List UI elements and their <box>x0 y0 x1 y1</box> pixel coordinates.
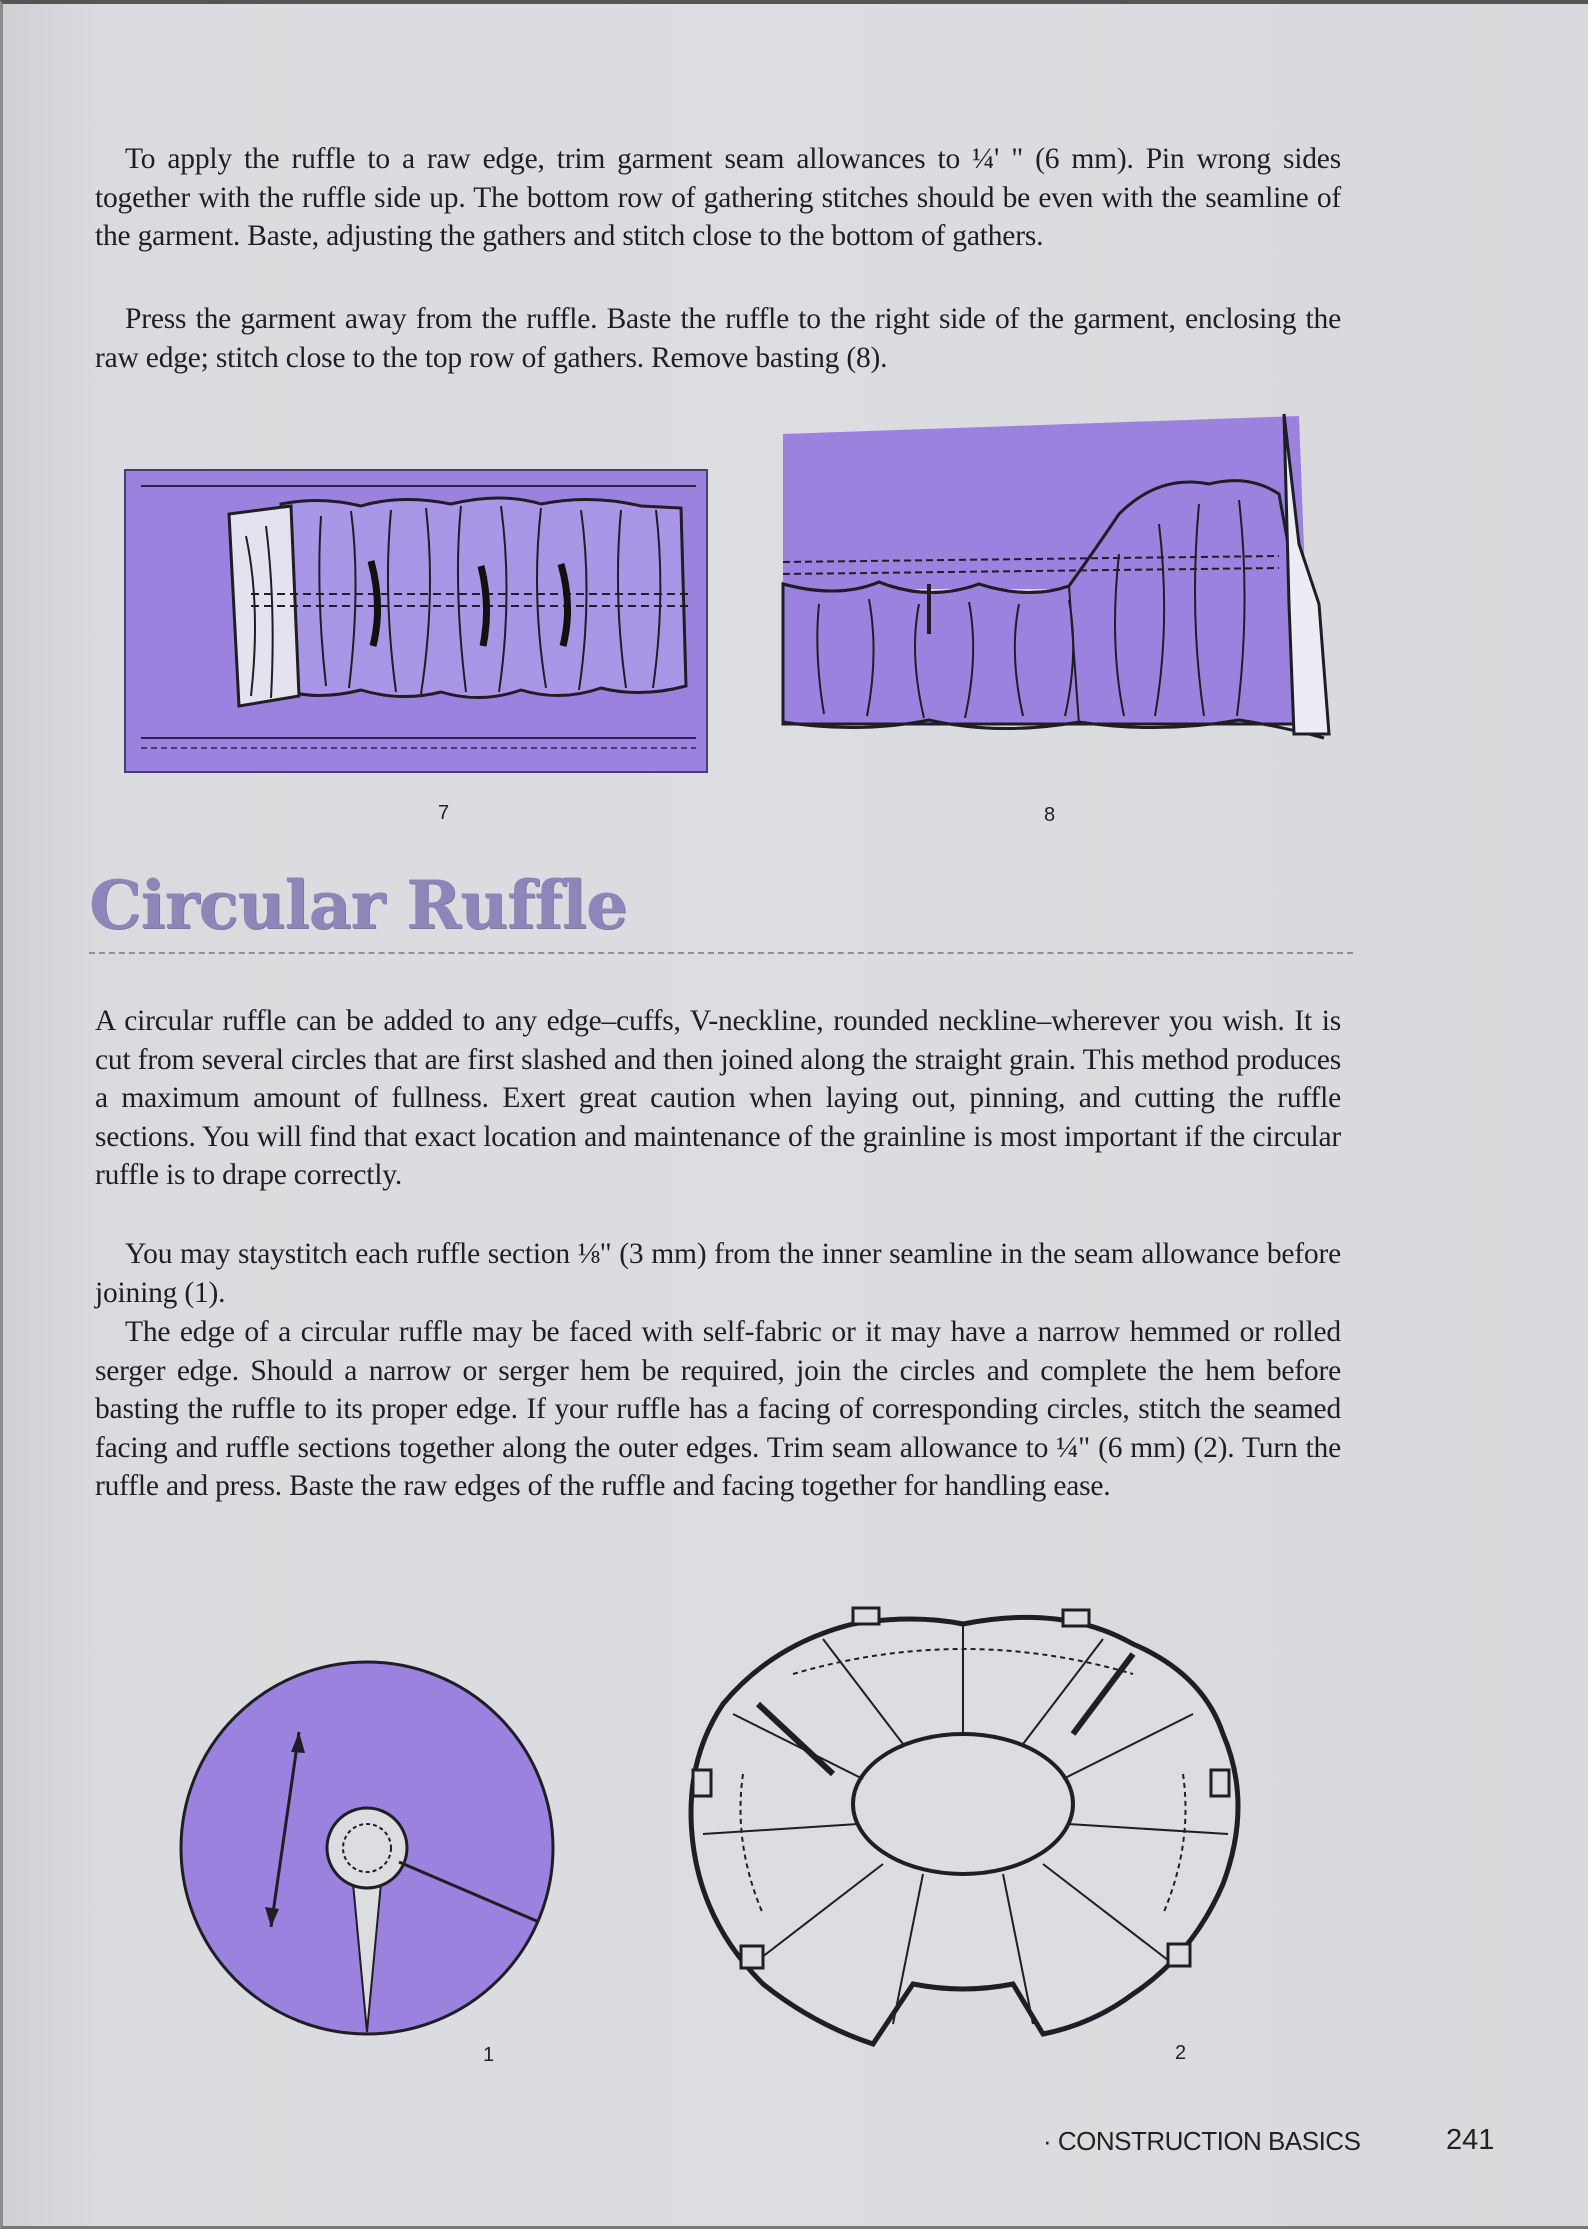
paragraph-edge-facing: The edge of a circular ruffle may be faced with self-fabric or it may have a narrow hemmed or rolled serger edge. Should a narrow or serger hem be required, join the circles and complete the hem before basting the ruffle to its proper edge. If your ruffle has a facing of corresponding circles, stitch the seamed facing and ruffle sections together along the outer edges. Trim seam allowance to ¼" (6 mm) (2). Turn the ruffle and press. Baste the raw edges of the ruffle and facing together for handling ease. <box>95 1316 1341 1503</box>
figure-7-label: 7 <box>438 802 450 824</box>
figure-7-gathered-ruffle <box>121 466 711 781</box>
figure-8-ruffle-joined <box>779 404 1339 769</box>
figure-2-label: 2 <box>1175 2042 1187 2064</box>
paragraph-circular-intro: A circular ruffle can be added to any edge–cuffs, V-neckline, rounded neckline–wherever you wish. It is cut from several circles that are first slashed and then joined along the straight grain. This method produces a maximum amount of fullness. Exert great caution when laying out, pinning, and cutting the ruffle sections. You will find that exact location and maintenance of the grainline is most important if the circular ruffle is to drape correctly. <box>95 1005 1341 1192</box>
footer-section-title: · CONSTRUCTION BASICS <box>1043 2126 1361 2156</box>
paragraph-staystitch: You may staystitch each ruffle section ⅛" (3 mm) from the inner seamline in the seam allowance before joining (1). <box>95 1238 1341 1309</box>
figure-1-label: 1 <box>483 2044 495 2066</box>
page-number: 241 <box>1446 2124 1495 2156</box>
paragraph-apply-ruffle: To apply the ruffle to a raw edge, trim garment seam allowances to ¼' " (6 mm). Pin wrong sides together with the ruffle side up. The bottom row of gathering stitches should be even with the seamline of the garment. Baste, adjusting the gathers and stitch close to the bottom of gathers. <box>95 143 1341 253</box>
figure-2-joined-circular-ruffle <box>663 1584 1263 2089</box>
heading-divider <box>89 952 1353 954</box>
paragraph-press-garment: Press the garment away from the ruffle. Baste the ruffle to the right side of the garment, enclosing the raw edge; stitch close to the top row of gathers. Remove basting (8). <box>95 303 1341 374</box>
figure-8-label: 8 <box>1044 804 1056 826</box>
section-heading: Circular Ruffle <box>89 866 627 944</box>
figure-1-slashed-circle <box>171 1652 561 2047</box>
